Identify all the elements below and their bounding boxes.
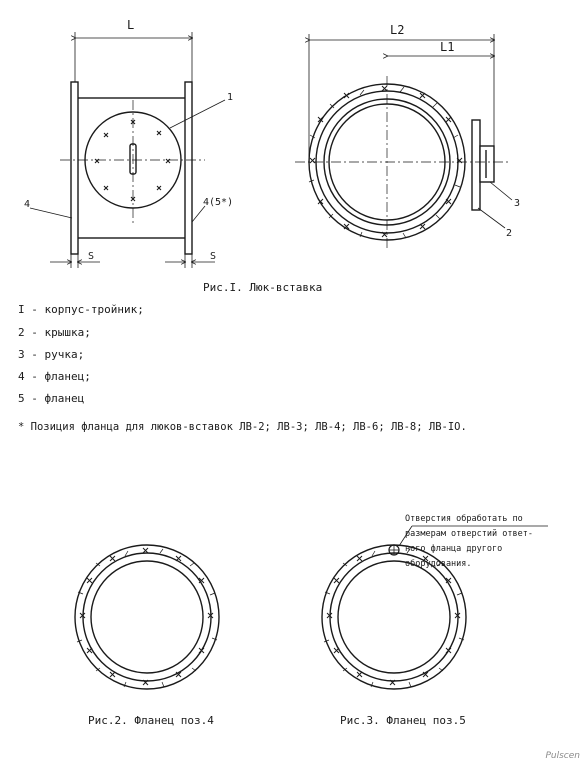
fig1-end-labels [390,23,520,239]
legend-item: 2 - крышка; [18,326,91,339]
dim-L2-label: L2 [390,23,405,37]
note-line: Отверстия обработать по [405,514,523,524]
note-line: оборудования. [405,559,472,569]
callout-3: 3 [514,198,521,209]
legend-item: 3 - ручка; [18,348,85,361]
dim-S-right-label: S [210,251,217,262]
fig1-side-view [30,32,225,268]
fig3-caption: Рис.3. Фланец поз.5 [340,714,466,727]
fig1-end-view [295,34,512,250]
fig3-note [405,512,533,572]
fig2-flange [75,545,219,689]
handle-bracket [480,146,494,182]
legend-item: 4 - фланец; [18,370,91,383]
legend-item: I - корпус-тройник; [18,303,144,316]
fig2-caption: Рис.2. Фланец поз.4 [88,714,214,727]
callout-1: 1 [227,92,234,103]
footnote: * Позиция фланца для люков-вставок ЛВ-2; ЛВ-3; ЛВ-4; ЛВ-6; ЛВ-8; ЛВ-IO. [18,421,467,433]
fig1-caption: Рис.I. Люк-вставка [203,281,323,294]
note-line: ного фланца другого [405,544,503,554]
note-line: размерам отверстий ответ- [405,529,533,539]
left-flange [71,82,78,254]
cover-plate [472,120,480,210]
right-flange [185,82,192,254]
watermark-logo: Pulscen [545,751,580,761]
callout-4: 4 [24,199,31,210]
callout-2: 2 [506,228,513,239]
dim-S-left-label: S [88,251,95,262]
callout-4-5: 4(5*) [203,197,234,208]
body-outline [75,98,188,238]
legend-item: 5 - фланец [18,392,85,405]
dim-L1-label: L1 [440,40,455,54]
fig1-side-labels [24,18,233,262]
dim-L-label: L [127,18,135,32]
